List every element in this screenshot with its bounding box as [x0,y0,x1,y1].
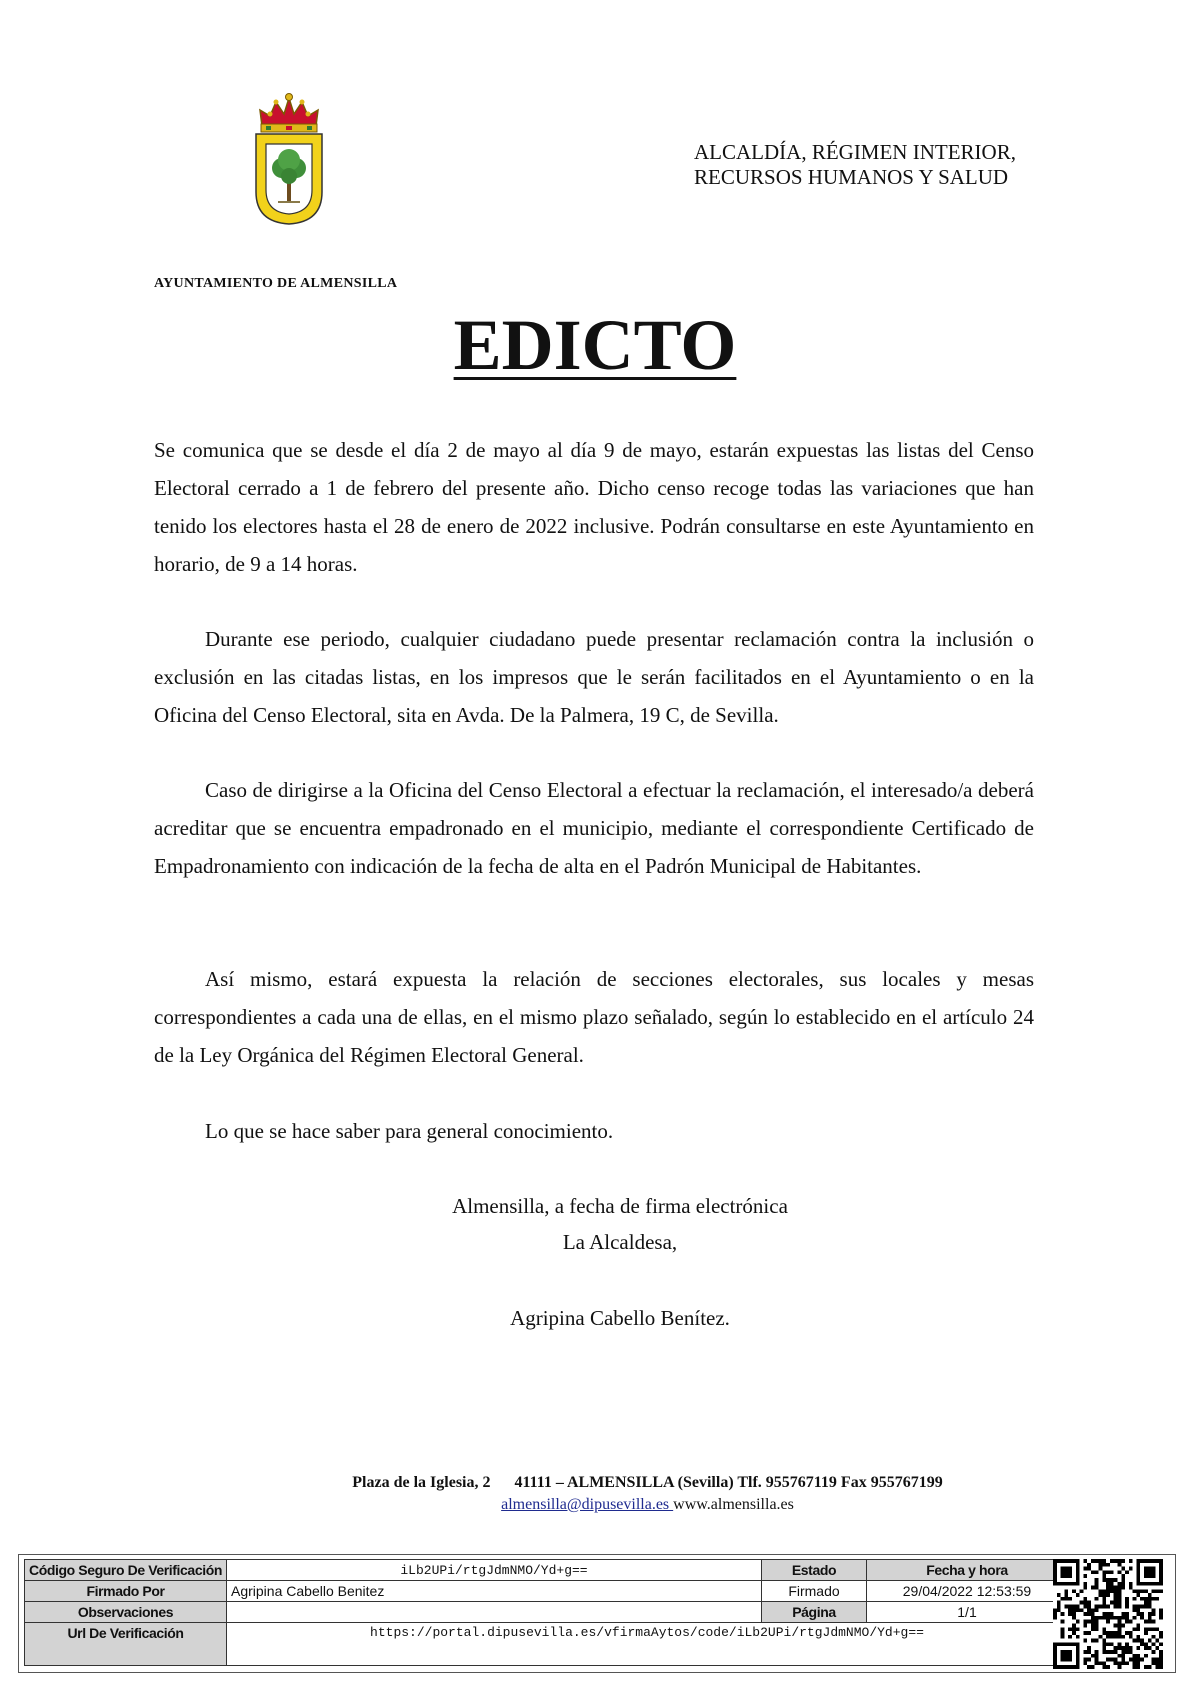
paragraph-1: Se comunica que se desde el día 2 de mayo al día 9 de mayo, estarán expuestas las listas del Censo Electoral cerrado a 1 de febrero del presente año. Dicho censo recoge todas las variaciones que han tenido los electores hasta el 28 de enero de 2022 inclusive. Podrán consultarse en este Ayuntamiento en horario, de 9 a 14 horas. [154,438,1034,576]
url-value[interactable]: https://portal.dipusevilla.es/vfirmaAytos/code/iLb2UPi/rtgJdmNMO/Yd+g== [227,1623,1068,1666]
department-line-1: ALCALDÍA, RÉGIMEN INTERIOR, [694,140,1016,164]
observaciones-value [227,1602,762,1623]
observaciones-label: Observaciones [25,1602,227,1623]
paragraph-5: Lo que se hace saber para general conocimiento. [205,1119,614,1143]
table-row [25,1560,1068,1581]
verification-table [24,1559,1068,1666]
fecha-label: Fecha y hora [867,1560,1068,1581]
footer-address: Plaza de la Iglesia, 2 41111 – ALMENSILLA (Sevilla) Tlf. 955767119 Fax 955767199 [352,1474,943,1491]
fecha-value: 29/04/2022 12:53:59 [867,1581,1068,1602]
firmado-value: Agripina Cabello Benitez [227,1581,762,1602]
qr-code-icon [1053,1559,1163,1669]
url-label: Url De Verificación [25,1623,227,1666]
page-title [0,300,1190,390]
pagina-value: 1/1 [867,1602,1068,1623]
table-row [25,1623,1068,1666]
title-text: EDICTO [453,305,737,385]
paragraph-3: Caso de dirigirse a la Oficina del Censo Electoral a efectuar la reclamación, el interesado/a deberá acreditar que se encuentra empadronado en el municipio, mediante el correspondiente Certificado de Empadronamiento con indicación de la fecha de alta en el Padrón Municipal de Habitantes. [154,778,1034,878]
signature-place-date: Almensilla, a fecha de firma electrónica [452,1194,788,1218]
signature-name: Agripina Cabello Benítez. [510,1306,730,1330]
signature-verification-box [18,1554,1176,1673]
paragraph-4: Así mismo, estará expuesta la relación de secciones electorales, sus locales y mesas correspondientes a cada una de ellas, en el mismo plazo señalado, según lo establecido en el artículo 24 de la Ley Orgánica del Régimen Electoral General. [154,967,1034,1067]
footer-contact [0,1496,1190,1514]
pagina-label: Página [762,1602,867,1623]
department-line-2: RECURSOS HUMANOS Y SALUD [694,165,1009,189]
paragraph-2: Durante ese periodo, cualquier ciudadano puede presentar reclamación contra la inclusión o exclusión en las citadas listas, en los impresos que le serán facilitados en el Ayuntamiento o en la Oficina del Censo Electoral, sita en Avda. De la Palmera, 19 C, de Sevilla. [154,627,1034,727]
csv-label: Código Seguro De Verificación [25,1560,227,1581]
coat-of-arms-icon [252,92,326,226]
signature-role: La Alcaldesa, [562,1230,678,1254]
table-row [25,1602,1068,1623]
estado-label: Estado [762,1560,867,1581]
institution-name: AYUNTAMIENTO DE ALMENSILLA [154,276,398,291]
firmado-label: Firmado Por [25,1581,227,1602]
department-heading [694,140,1034,190]
email-link[interactable]: almensilla@dipusevilla.es [501,1496,674,1513]
website-text: www.almensilla.es [673,1496,794,1513]
table-row [25,1581,1068,1602]
estado-value: Firmado [762,1581,867,1602]
csv-value: iLb2UPi/rtgJdmNMO/Yd+g== [227,1560,762,1581]
